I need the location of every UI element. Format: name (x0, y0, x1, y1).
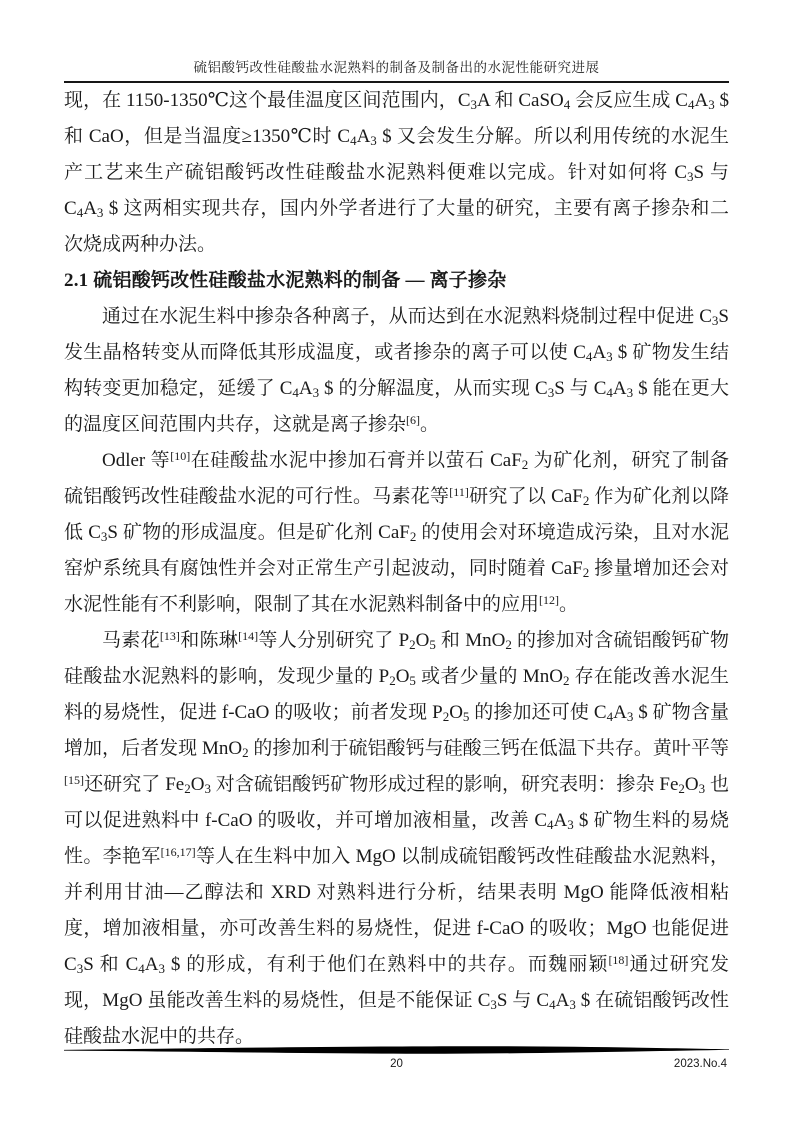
text-run: $ 矿物含量增加，后者发现 MnO (64, 702, 729, 759)
text-run: 或者少量的 MnO (415, 666, 563, 687)
formula-subscript: 4 (547, 816, 554, 832)
formula-subscript: 2 (389, 672, 396, 688)
text-run: 作为矿化剂以降低 C (64, 486, 729, 543)
text-run: 。 (559, 594, 579, 615)
formula-subscript: 3 (698, 780, 706, 796)
citation-superscript: [16,17] (160, 845, 196, 859)
formula-subscript: 4 (563, 96, 571, 112)
text-run: 会反应生成 C (570, 90, 688, 111)
text-run: $ 矿物生料的易烧性。李艳军 (64, 810, 729, 867)
text-run: S 和 C (83, 954, 139, 975)
text-run: Odler 等 (102, 450, 171, 471)
text-run: A 和 CaSO (477, 90, 564, 111)
text-run: 的掺加利于硫铝酸钙与硅酸三钙在低温下共存。黄叶平等 (248, 738, 729, 759)
text-run: O (190, 774, 205, 795)
paragraph (64, 443, 729, 623)
text-run: 马素花 (102, 630, 160, 651)
formula-subscript: 3 (312, 384, 320, 400)
text-run: O (395, 666, 410, 687)
page-header (64, 0, 729, 83)
formula-subscript: 2 (505, 636, 512, 652)
text-run: 和 MnO (435, 630, 506, 651)
formula-subscript: 2 (521, 456, 529, 472)
formula-subscript: 2 (582, 492, 590, 508)
text-run: A (613, 702, 627, 723)
text-run: S 发生晶格转变从而降低其形成温度，或者掺杂的离子可以使 C (64, 306, 729, 363)
citation-superscript: [11] (449, 485, 469, 499)
text-run: $ 又会发生分解。所以利用传统的水泥生产工艺来生产硫铝酸钙改性硅酸盐水泥熟料便难以完成。针对如何将 C (64, 126, 729, 183)
formula-subscript: 5 (409, 672, 416, 688)
text-run: 对含硫铝酸钙矿物形成过程的影响，研究表明：掺杂 Fe (210, 774, 679, 795)
formula-subscript: 4 (606, 708, 614, 724)
paragraph (64, 299, 729, 443)
text-run: $ 在硫铝酸钙改性硅酸盐水泥中的共存。 (64, 990, 729, 1047)
formula-subscript: 2 (582, 564, 590, 580)
formula-subscript: 2 (678, 780, 685, 796)
citation-superscript: [14] (238, 629, 259, 643)
paragraph (64, 83, 729, 263)
page-footer (64, 1045, 729, 1074)
formula-subscript: 3 (626, 708, 634, 724)
formula-subscript: 2 (242, 744, 249, 760)
formula-subscript: 3 (96, 204, 104, 220)
citation-superscript: [18] (608, 953, 629, 967)
text-run: 。 (420, 414, 440, 435)
document-body (64, 83, 729, 1055)
formula-subscript: 4 (687, 96, 695, 112)
formula-subscript: 3 (100, 528, 108, 544)
text-run: 的使用会对环境造成污染，且对水泥窑炉系统具有腐蚀性并会对正常生产引起波动，同时随着 CaF (64, 522, 729, 579)
running-title: 硫铝酸钙改性硅酸盐水泥熟料的制备及制备出的水泥性能研究进展 (193, 60, 600, 75)
text-run: S 矿物的形成温度。但是矿化剂 CaF (107, 522, 410, 543)
text-run: 在硅酸盐水泥中掺加石膏并以萤石 CaF (190, 450, 522, 471)
text-run: O (415, 630, 430, 651)
formula-subscript: 2 (409, 528, 417, 544)
formula-subscript: 4 (606, 384, 613, 400)
text-run: A (356, 126, 371, 147)
text-run: A (694, 90, 709, 111)
text-run: 通过研究发现，MgO 虽能改善生料的易烧性，但是不能保证 C (64, 954, 729, 1011)
text-run: A (298, 378, 313, 399)
text-run: $ 能在更大的温度区间范围内共存，这就是离子掺杂 (64, 378, 729, 435)
text-run: O (449, 702, 463, 723)
citation-superscript: [6] (406, 413, 421, 427)
citation-superscript: [13] (159, 629, 180, 643)
text-run: 为矿化剂，研究了制备硫铝酸钙改性硅酸盐水泥的可行性。马素花等 (64, 450, 729, 507)
formula-subscript: 3 (490, 996, 497, 1012)
text-run: A (553, 810, 568, 831)
text-run: 也可以促进熟料中 f-CaO 的吸收，并可增加液相量，改善 C (64, 774, 729, 831)
formula-subscript: 3 (687, 168, 694, 184)
formula-subscript: 3 (76, 960, 84, 976)
formula-subscript: 2 (442, 708, 450, 724)
page-number: 20 (390, 1058, 403, 1070)
formula-subscript: 3 (547, 384, 555, 400)
text-run: $ 这两相实现共存，国内外学者进行了大量的研究，主要有离子掺杂和二次烧成两种办法。 (64, 198, 729, 255)
text-run: 的掺加还可使 C (469, 702, 607, 723)
footer-divider-bar (64, 1045, 729, 1056)
citation-superscript: [15] (64, 773, 84, 787)
formula-subscript: 3 (567, 816, 574, 832)
formula-subscript: 4 (549, 996, 556, 1012)
text-run: 还研究了 Fe (84, 774, 185, 795)
text-run: 等人在生料中加入 MgO 以制成硫铝酸钙改性硅酸盐水泥熟料，并利用甘油—乙醇法和 XRD 对熟料进行分析，结果表明 MgO 能降低液相粘度，增加液相量，亦可改善生料的易烧性，促进 f-CaO 的吸收；MgO 也能促进 C (64, 846, 729, 975)
issue-label: 2023.No.4 (673, 1058, 727, 1070)
text-run: 研究了以 CaF (468, 486, 583, 507)
footer-row (64, 1058, 729, 1074)
formula-subscript: 5 (462, 708, 470, 724)
text-run: 等人分别研究了 P (258, 630, 410, 651)
text-run: S 与 C (496, 990, 550, 1011)
text-run: S 与 C (64, 162, 729, 219)
text-run: A (612, 378, 627, 399)
text-run: 的掺加对含硫铝酸钙矿物硅酸盐水泥熟料的影响，发现少量的 P (64, 630, 729, 687)
text-run: $ 矿物发生结构转变更加稳定，延缓了 C (64, 342, 729, 399)
formula-subscript: 4 (350, 132, 357, 148)
paragraph (64, 623, 729, 1055)
text-run: 通过在水泥生料中掺杂各种离子，从而达到在水泥熟料烧制过程中促进 C (102, 306, 712, 327)
formula-subscript: 3 (158, 960, 165, 976)
formula-subscript: 4 (585, 348, 593, 364)
text-run: A (83, 198, 97, 219)
section-heading (64, 263, 729, 299)
text-run: A (592, 342, 607, 363)
formula-subscript: 3 (606, 348, 613, 364)
citation-superscript: [10] (170, 449, 191, 463)
formula-subscript: 3 (470, 96, 478, 112)
text-run: A (144, 954, 159, 975)
text-run: 掺量增加还会对水泥性能有不利影响，限制了其在水泥熟料制备中的应用 (64, 558, 729, 615)
formula-subscript: 4 (138, 960, 145, 976)
formula-subscript: 2 (562, 672, 570, 688)
text-run: O (684, 774, 699, 795)
formula-subscript: 2 (409, 636, 416, 652)
formula-subscript: 3 (370, 132, 377, 148)
text-run: S 与 C (554, 378, 607, 399)
text-run: $ 的分解温度，从而实现 C (319, 378, 548, 399)
text-run: 现，在 1150-1350℃这个最佳温度区间范围内，C (64, 90, 471, 111)
formula-subscript: 4 (292, 384, 299, 400)
formula-subscript: 3 (626, 384, 634, 400)
formula-subscript: 3 (569, 996, 576, 1012)
formula-subscript: 3 (708, 96, 715, 112)
formula-subscript: 4 (76, 204, 84, 220)
formula-subscript: 3 (711, 312, 719, 328)
text-run: A (555, 990, 570, 1011)
text-run: 和陈琳 (179, 630, 239, 651)
text-run: $ 的形成，有利于他们在熟料中的共存。而魏丽颖 (164, 954, 609, 975)
text-run: 存在能改善水泥生料的易烧性，促进 f-CaO 的吸收；前者发现 P (64, 666, 729, 723)
text-run: 2.1 硫铝酸钙改性硅酸盐水泥熟料的制备 — 离子掺杂 (64, 270, 507, 291)
formula-subscript: 5 (429, 636, 436, 652)
formula-subscript: 3 (204, 780, 211, 796)
formula-subscript: 2 (184, 780, 191, 796)
text-run: $ 和 CaO，但是当温度≥1350℃时 C (64, 90, 730, 147)
citation-superscript: [12] (539, 593, 560, 607)
